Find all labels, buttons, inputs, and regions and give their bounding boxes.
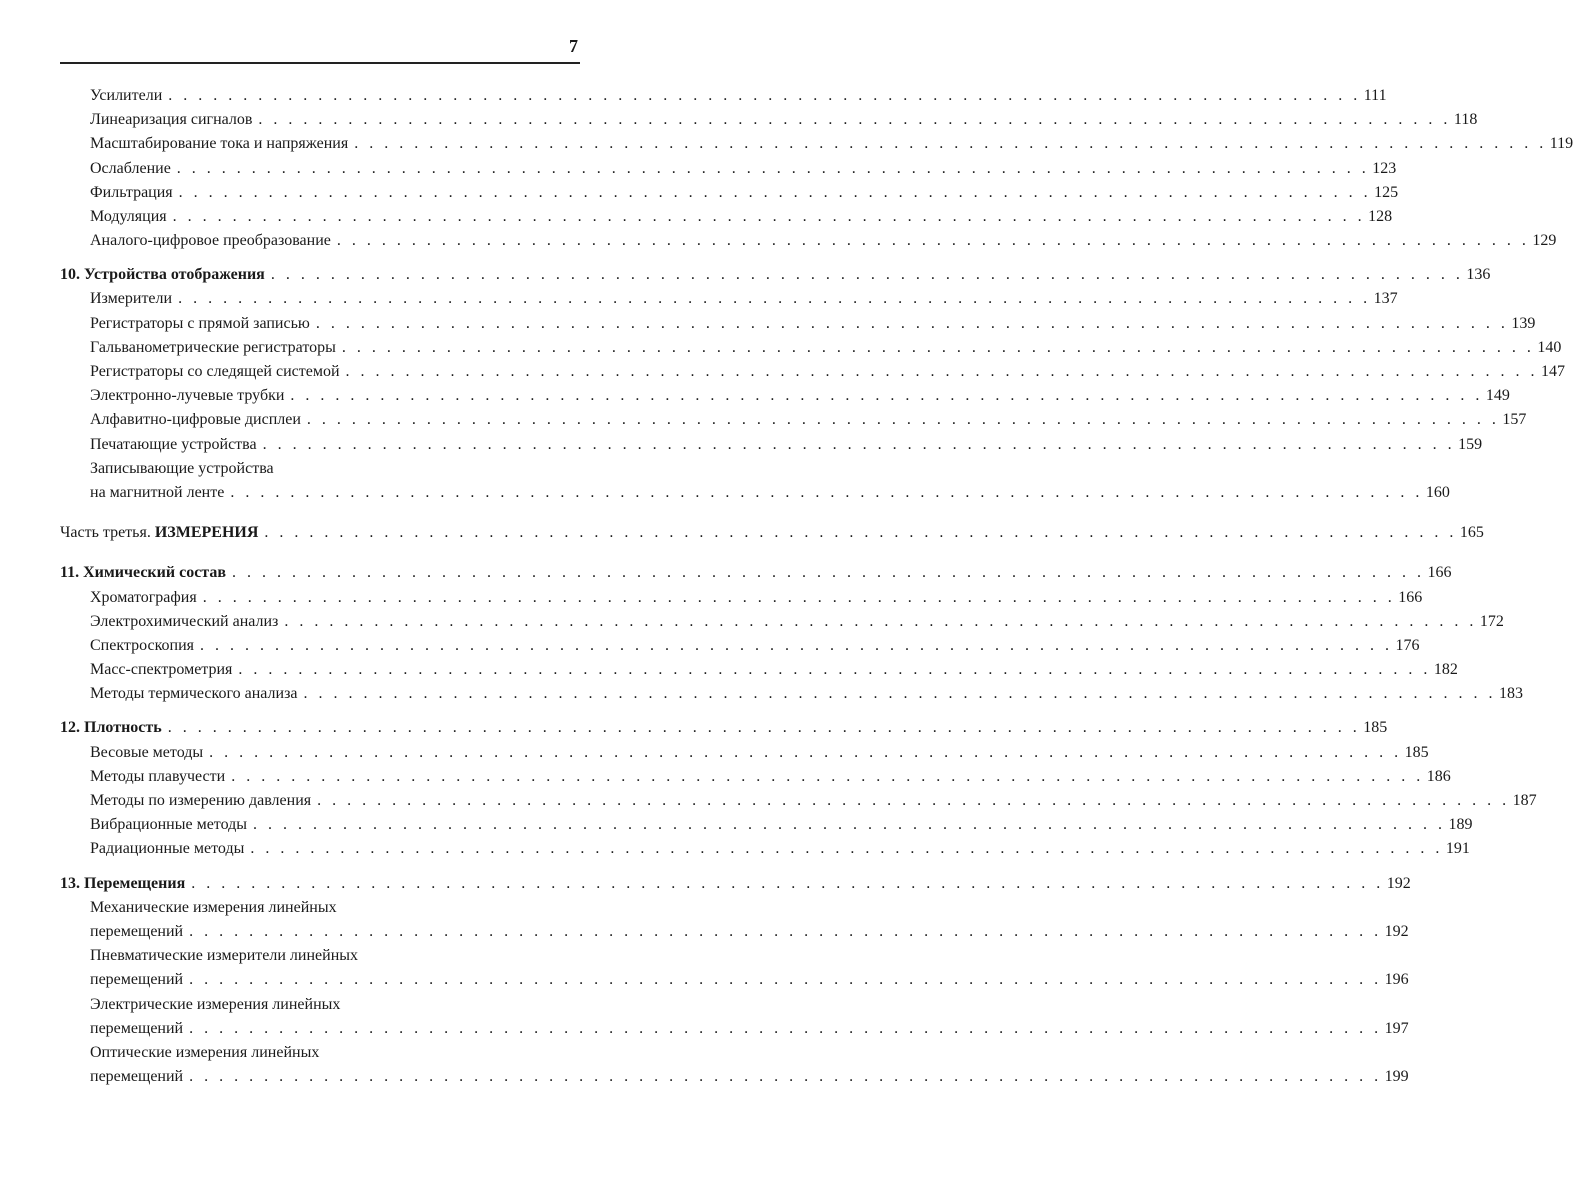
toc-entry [60,336,1562,360]
toc-entry-page: 199 [1384,1068,1409,1086]
toc-entry [60,741,1429,765]
toc-entry [60,789,1537,813]
toc-entry [60,634,1420,658]
dot-leader: . . . . . . . . . . . . . . . . . . . . . . . . . . . . . . . . . . . . . . . . . . . . . . . . . . . . . . . . . . . . . . . . . . . . . . . . . . . . . . . . [306,411,1500,429]
toc-entry-text: Регистраторы с прямой записью [90,314,310,332]
dot-leader: . . . . . . . . . . . . . . . . . . . . . . . . . . . . . . . . . . . . . . . . . . . . . . . . . . . . . . . . . . . . . . . . . . . . . . . . . . . . . . . . [189,1068,1382,1086]
toc-entry-page: 185 [1363,719,1388,737]
toc-entry-page: 160 [1425,483,1450,501]
toc-entry-text: Электрохимический анализ [90,612,279,630]
header-rule [60,62,580,64]
toc-entry-page: 125 [1374,183,1399,201]
table-of-contents [60,84,1573,1089]
toc-entry [60,765,1451,789]
toc-entry-text: Методы термического анализа [90,685,298,703]
toc-entry [60,682,1524,706]
toc-entry-title [60,521,258,545]
dot-leader: . . . . . . . . . . . . . . . . . . . . . . . . . . . . . . . . . . . . . . . . . . . . . . . . . . . . . . . . . . . . . . . . . . . . . . . . . . . . . . . . [336,232,1530,250]
toc-entry-text: на магнитной ленте [90,483,225,501]
toc-entry [60,312,1536,336]
toc-entry-page: 159 [1458,435,1483,453]
toc-entry-text: Модуляция [90,207,167,225]
toc-entry-page: 118 [1453,111,1478,129]
toc-entry-page: 182 [1433,661,1458,679]
dot-leader: . . . . . . . . . . . . . . . . . . . . . . . . . . . . . . . . . . . . . . . . . . . . . . . . . . . . . . . . . . . . . . . . . . . . . . . . . . . . . . . . [303,685,1497,703]
toc-entry-text: Электронно-лучевые трубки [90,387,285,405]
toc-entry-title [90,837,244,861]
toc-entry-title [90,920,183,944]
dot-leader: . . . . . . . . . . . . . . . . . . . . . . . . . . . . . . . . . . . . . . . . . . . . . . . . . . . . . . . . . . . . . . . . . . . . . . . . . . . . . . . . [284,612,1477,630]
toc-entry [60,944,578,968]
toc-entry-title [90,433,257,457]
dot-leader: . . . . . . . . . . . . . . . . . . . . . . . . . . . . . . . . . . . . . . . . . . . . . . . . . . . . . . . . . . . . . . . . . . . . . . . . . . . . . . . . [191,874,1384,892]
dot-leader: . . . . . . . . . . . . . . . . . . . . . . . . . . . . . . . . . . . . . . . . . . . . . . . . . . . . . . . . . . . . . . . . . . . . . . . . . . . . . . . . [315,314,1509,332]
toc-entry-title [90,312,310,336]
dot-leader: . . . . . . . . . . . . . . . . . . . . . . . . . . . . . . . . . . . . . . . . . . . . . . . . . . . . . . . . . . . . . . . . . . . . . . . . . . . . . . . . [250,840,1443,858]
toc-entry-text: Хроматография [90,588,197,606]
toc-entry-title [90,658,232,682]
toc-entry [60,181,1399,205]
toc-entry-text: Аналого-цифровое преобразование [90,232,331,250]
dot-leader: . . . . . . . . . . . . . . . . . . . . . . . . . . . . . . . . . . . . . . . . . . . . . . . . . . . . . . . . . . . . . . . . . . . . . . . . . . . . . . . . [200,636,1393,654]
toc-entry-bold-title: 10. Устройства отображения [60,266,265,284]
dot-leader: . . . . . . . . . . . . . . . . . . . . . . . . . . . . . . . . . . . . . . . . . . . . . . . . . . . . . . . . . . . . . . . . . . . . . . . . . . . . . . . . [189,1019,1382,1037]
toc-entry-text: Вибрационные методы [90,816,248,834]
toc-entry-text: Масштабирование тока и напряжения [90,135,349,153]
toc-entry-text: Записывающие устройства [90,459,274,477]
toc-entry-bold-title: 11. Химический состав [60,564,226,582]
dot-leader: . . . . . . . . . . . . . . . . . . . . . . . . . . . . . . . . . . . . . . . . . . . . . . . . . . . . . . . . . . . . . . . . . . . . . . . . . . . . . . . . [172,207,1366,225]
toc-entry-title [90,586,197,610]
toc-entry-page: 137 [1373,290,1398,308]
toc-entry-page: 187 [1512,792,1537,810]
toc-entry-title [90,634,194,658]
toc-entry-title [60,872,185,896]
toc-entry-title [90,108,252,132]
toc-entry [60,433,1483,457]
dot-leader: . . . . . . . . . . . . . . . . . . . . . . . . . . . . . . . . . . . . . . . . . . . . . . . . . . . . . . . . . . . . . . . . . . . . . . . . . . . . . . . . [202,588,1396,606]
dot-leader: . . . . . . . . . . . . . . . . . . . . . . . . . . . . . . . . . . . . . . . . . . . . . . . . . . . . . . . . . . . . . . . . . . . . . . . . . . . . . . . . [264,524,1457,542]
toc-entry-page: 191 [1445,840,1470,858]
toc-entry-page: 192 [1386,874,1411,892]
toc-entry-page: 157 [1502,411,1527,429]
dot-leader: . . . . . . . . . . . . . . . . . . . . . . . . . . . . . . . . . . . . . . . . . . . . . . . . . . . . . . . . . . . . . . . . . . . . . . . . . . . . . . . . [317,792,1510,810]
dot-leader: . . . . . . . . . . . . . . . . . . . . . . . . . . . . . . . . . . . . . . . . . . . . . . . . . . . . . . . . . . . . . . . . . . . . . . . . . . . . . . . . [253,816,1446,834]
toc-entry-text: Радиационные методы [90,840,245,858]
toc-entry-text: Спектроскопия [90,636,195,654]
toc-entry-title [90,132,348,156]
toc-entry-text: Линеаризация сигналов [90,111,253,129]
dot-leader: . . . . . . . . . . . . . . . . . . . . . . . . . . . . . . . . . . . . . . . . . . . . . . . . . . . . . . . . . . . . . . . . . . . . . . . . . . . . . . . . [167,719,1361,737]
toc-entry-page: 183 [1499,685,1524,703]
dot-leader: . . . . . . . . . . . . . . . . . . . . . . . . . . . . . . . . . . . . . . . . . . . . . . . . . . . . . . . . . . . . . . . . . . . . . . . . . . . . . . . . [230,483,1423,501]
toc-entry-title [90,287,172,311]
toc-entry [60,896,578,920]
toc-entry-title [90,813,247,837]
toc-entry [60,610,1504,634]
toc-entry-bold-title: 13. Перемещения [60,874,186,892]
toc-entry-text: Усилители [90,86,163,104]
toc-entry-bold-title: 12. Плотность [60,719,162,737]
toc-entry-title [90,896,337,920]
toc-entry [60,993,578,1017]
toc-entry-text: Пневматические измерители линейных [90,947,359,965]
toc-entry-title [90,1065,183,1089]
toc-entry-title [90,1041,319,1065]
toc-entry-title [90,181,173,205]
toc-entry-title [90,944,358,968]
toc-entry [60,457,578,481]
dot-leader: . . . . . . . . . . . . . . . . . . . . . . . . . . . . . . . . . . . . . . . . . . . . . . . . . . . . . . . . . . . . . . . . . . . . . . . . . . . . . . . . [258,111,1451,129]
toc-entry-page: 197 [1384,1019,1409,1037]
toc-entry-text: Методы по измерению давления [90,792,312,810]
toc-entry-page: 136 [1466,266,1491,284]
toc-entry [60,920,1409,944]
toc-entry [60,586,1423,610]
toc-entry [60,658,1458,682]
toc-entry-title [90,789,311,813]
toc-entry [60,813,1473,837]
toc-entry [60,360,1566,384]
toc-entry-text: Весовые методы [90,743,204,761]
dot-leader: . . . . . . . . . . . . . . . . . . . . . . . . . . . . . . . . . . . . . . . . . . . . . . . . . . . . . . . . . . . . . . . . . . . . . . . . . . . . . . . . [270,266,1464,284]
toc-entry-text: Оптические измерения линейных [90,1043,320,1061]
toc-entry-text: Электрические измерения линейных [90,995,341,1013]
toc-entry-page: 166 [1427,564,1452,582]
dot-leader: . . . . . . . . . . . . . . . . . . . . . . . . . . . . . . . . . . . . . . . . . . . . . . . . . . . . . . . . . . . . . . . . . . . . . . . . . . . . . . . . [354,135,1547,153]
toc-entry-text: Измерители [90,290,173,308]
toc-entry-title [90,682,298,706]
toc-entry-page: 119 [1549,135,1573,153]
toc-entry-title [90,157,171,181]
toc-entry [60,1065,1409,1089]
toc-entry-text: перемещений [90,922,184,940]
dot-leader: . . . . . . . . . . . . . . . . . . . . . . . . . . . . . . . . . . . . . . . . . . . . . . . . . . . . . . . . . . . . . . . . . . . . . . . . . . . . . . . . [189,971,1382,989]
toc-entry-page: 192 [1384,922,1409,940]
dot-leader: . . . . . . . . . . . . . . . . . . . . . . . . . . . . . . . . . . . . . . . . . . . . . . . . . . . . . . . . . . . . . . . . . . . . . . . . . . . . . . . . [290,387,1483,405]
toc-entry-title [90,384,284,408]
dot-leader: . . . . . . . . . . . . . . . . . . . . . . . . . . . . . . . . . . . . . . . . . . . . . . . . . . . . . . . . . . . . . . . . . . . . . . . . . . . . . . . . [168,86,1361,104]
toc-entry-text: Алфавитно-цифровые дисплеи [90,411,301,429]
toc-chapter-entry [60,717,1388,741]
toc-entry [60,229,1557,253]
toc-entry-text: Регистраторы со следящей системой [90,363,340,381]
toc-entry-title [90,968,183,992]
toc-entry-title [60,561,226,585]
toc-entry-title [90,457,274,481]
dot-leader: . . . . . . . . . . . . . . . . . . . . . . . . . . . . . . . . . . . . . . . . . . . . . . . . . . . . . . . . . . . . . . . . . . . . . . . . . . . . . . . . [209,743,1402,761]
toc-entry-page: 196 [1384,971,1409,989]
dot-leader: . . . . . . . . . . . . . . . . . . . . . . . . . . . . . . . . . . . . . . . . . . . . . . . . . . . . . . . . . . . . . . . . . . . . . . . . . . . . . . . . [231,564,1425,582]
toc-entry-page: 186 [1426,767,1451,785]
toc-chapter-entry [60,872,1411,896]
toc-entry-title [90,481,224,505]
toc-entry [60,481,1450,505]
toc-entry-page: 189 [1448,816,1473,834]
toc-entry-text: Гальванометрические регистраторы [90,338,336,356]
toc-entry-title [90,741,203,765]
toc-entry-title [90,765,225,789]
toc-entry-page: 139 [1511,314,1536,332]
toc-entry [60,84,1387,108]
dot-leader: . . . . . . . . . . . . . . . . . . . . . . . . . . . . . . . . . . . . . . . . . . . . . . . . . . . . . . . . . . . . . . . . . . . . . . . . . . . . . . . . [189,922,1382,940]
toc-entry-title [90,229,331,253]
dot-leader: . . . . . . . . . . . . . . . . . . . . . . . . . . . . . . . . . . . . . . . . . . . . . . . . . . . . . . . . . . . . . . . . . . . . . . . . . . . . . . . . [176,159,1370,177]
toc-entry-title [60,263,265,287]
toc-entry-page: 165 [1459,524,1484,542]
toc-entry-bold-title: ИЗМЕРЕНИЯ [154,524,259,542]
toc-entry [60,205,1393,229]
toc-entry-title [90,408,301,432]
toc-entry-page: 185 [1404,743,1429,761]
toc-entry [60,968,1409,992]
toc-entry-page: 149 [1485,387,1510,405]
toc-entry-text: Масс-спектрометрия [90,661,233,679]
toc-entry-page: 172 [1479,612,1504,630]
toc-entry-page: 128 [1368,207,1393,225]
dot-leader: . . . . . . . . . . . . . . . . . . . . . . . . . . . . . . . . . . . . . . . . . . . . . . . . . . . . . . . . . . . . . . . . . . . . . . . . . . . . . . . . [238,661,1431,679]
toc-entry-page: 166 [1398,588,1423,606]
toc-entry-title [90,205,167,229]
toc-entry-title [60,716,162,740]
toc-entry-text: перемещений [90,1019,184,1037]
toc-chapter-entry [60,263,1491,287]
toc-entry-page: 123 [1372,159,1397,177]
toc-entry [60,384,1510,408]
toc-entry-title [90,360,340,384]
toc-entry-text: перемещений [90,971,184,989]
toc-entry-text: перемещений [90,1068,184,1086]
toc-entry-title [90,336,336,360]
dot-leader: . . . . . . . . . . . . . . . . . . . . . . . . . . . . . . . . . . . . . . . . . . . . . . . . . . . . . . . . . . . . . . . . . . . . . . . . . . . . . . . . [341,338,1535,356]
toc-entry-title [90,993,340,1017]
toc-entry [60,132,1573,156]
toc-entry [60,1017,1409,1041]
dot-leader: . . . . . . . . . . . . . . . . . . . . . . . . . . . . . . . . . . . . . . . . . . . . . . . . . . . . . . . . . . . . . . . . . . . . . . . . . . . . . . . . [345,363,1539,381]
toc-entry-page: 111 [1363,86,1387,104]
toc-chapter-entry [60,561,1452,585]
toc-entry-text: Механические измерения линейных [90,898,337,916]
toc-entry-page: 147 [1541,363,1566,381]
dot-leader: . . . . . . . . . . . . . . . . . . . . . . . . . . . . . . . . . . . . . . . . . . . . . . . . . . . . . . . . . . . . . . . . . . . . . . . . . . . . . . . . [231,767,1424,785]
toc-entry-title [90,84,162,108]
dot-leader: . . . . . . . . . . . . . . . . . . . . . . . . . . . . . . . . . . . . . . . . . . . . . . . . . . . . . . . . . . . . . . . . . . . . . . . . . . . . . . . . [178,290,1371,308]
toc-entry-page: 176 [1395,636,1420,654]
toc-entry-text: Печатающие устройства [90,435,257,453]
toc-entry [60,157,1397,181]
toc-chapter-entry [60,521,1484,545]
toc-entry-title [90,610,278,634]
toc-entry-page: 129 [1532,232,1557,250]
toc-entry-title [90,1017,183,1041]
toc-entry [60,288,1398,312]
toc-entry-text: Ослабление [90,159,171,177]
page-number: 7 [569,36,578,56]
toc-entry-page: 140 [1537,338,1562,356]
toc-entry-text: Методы плавучести [90,767,226,785]
toc-entry [60,108,1478,132]
toc-entry-text: Фильтрация [90,183,173,201]
toc-entry [60,1041,578,1065]
dot-leader: . . . . . . . . . . . . . . . . . . . . . . . . . . . . . . . . . . . . . . . . . . . . . . . . . . . . . . . . . . . . . . . . . . . . . . . . . . . . . . . . [262,435,1456,453]
dot-leader: . . . . . . . . . . . . . . . . . . . . . . . . . . . . . . . . . . . . . . . . . . . . . . . . . . . . . . . . . . . . . . . . . . . . . . . . . . . . . . . . [178,183,1372,201]
toc-entry [60,408,1527,432]
toc-entry [60,837,1470,861]
toc-entry-prefix: Часть третья. [60,524,155,542]
